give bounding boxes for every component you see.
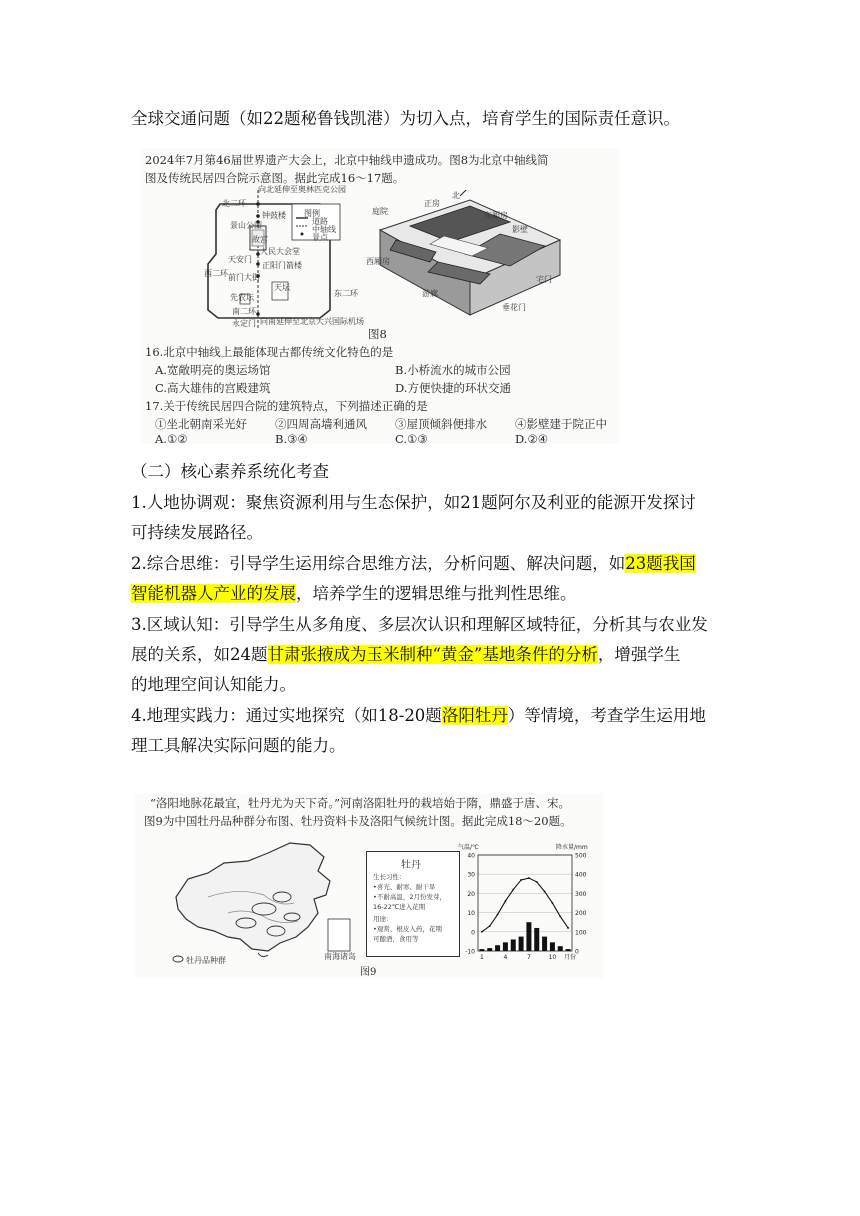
temperature-point: [489, 925, 491, 927]
text-run: ，培养学生的逻辑思维与批判性思维。: [296, 584, 577, 603]
q17-statement-1: ①坐北朝南采光好: [155, 417, 247, 431]
precipitation-bar: [495, 945, 500, 951]
temperature-point: [505, 900, 507, 902]
map-legend-title: 图例: [304, 209, 320, 218]
y2-tick-label: 100: [575, 929, 587, 937]
map-label-north2ring: 北二环: [222, 199, 246, 208]
precipitation-bar: [487, 948, 492, 951]
house-label-zhaimen: 宅门: [536, 275, 552, 284]
q17-option-c: C.①③: [395, 432, 428, 444]
precipitation-bar: [550, 942, 555, 951]
map-label-jingshan: 景山公园: [230, 221, 262, 230]
text-run: 4.地理实践力：通过实地探究（如18-20题: [131, 706, 442, 725]
card-line: 16-22℃进入花期: [373, 903, 426, 911]
highlighted-text: 甘肃张掖成为玉米制种“黄金”基地条件的分析: [267, 645, 598, 664]
precipitation-bar: [542, 937, 547, 951]
q17-option-b: B.③④: [275, 432, 308, 444]
q16-stem: 16.北京中轴线上最能体现古都传统文化特色的是: [145, 345, 394, 359]
y2-tick-label: 400: [575, 871, 587, 879]
y2-axis-label: 降水量/mm: [556, 844, 588, 851]
house-label-north: 北: [452, 191, 460, 200]
map-legend-axis: 中轴线: [312, 225, 336, 234]
map-label-tiantan: 天坛: [274, 283, 290, 292]
text-run: 理工具解决实际问题的能力。: [131, 736, 346, 755]
item-3-line: [131, 670, 731, 700]
y2-tick-label: 300: [575, 890, 587, 898]
q17-option-a: A.①②: [155, 432, 188, 444]
text-run: 展的关系，如24题: [131, 645, 268, 664]
precipitation-bar: [511, 939, 516, 951]
house-label-chuihuamen: 垂花门: [502, 303, 526, 312]
x-tick-label: 4: [503, 954, 508, 961]
y-tick-label: -10: [465, 948, 475, 956]
highlighted-text: 23题我国: [625, 554, 696, 573]
q17-option-d: D.②④: [515, 432, 549, 444]
siheyuan-illustration: [360, 190, 580, 330]
temperature-point: [536, 881, 538, 883]
house-label-zhengfang: 正房: [424, 199, 440, 208]
text-run: 的地理空间认知能力。: [131, 675, 296, 694]
y-tick-label: 10: [467, 910, 475, 918]
map-label-qianmen: 前门大街: [228, 273, 260, 282]
fig8-stem-line1: 2024年7月第46届世界遗产大会上，北京中轴线申遗成功。图8为北京中轴线简: [145, 153, 549, 167]
map-legend-road: 道路: [312, 217, 328, 226]
precipitation-bar: [479, 949, 484, 951]
precipitation-bar: [503, 942, 508, 951]
fig8-stem-line2: 图及传统民居四合院示意图。据此完成16～17题。: [145, 171, 405, 185]
q16-option-c: C.高大雄伟的宫殿建筑: [155, 381, 271, 395]
section-heading: （二）核心素养系统化考查: [131, 462, 329, 481]
map-label-tiananmen: 天安门: [228, 255, 252, 264]
card-title: 牡丹: [401, 860, 421, 871]
intro-line: 全球交通问题（如22题秘鲁钱凯港）为切入点，培育学生的国际责任意识。: [131, 109, 680, 128]
map-label-bottom: 向南延伸至北京大兴国际机场: [260, 317, 364, 326]
card-line: 可酿酒，食用等: [373, 935, 419, 943]
temperature-point: [567, 927, 569, 929]
item-2-line: [131, 579, 731, 609]
house-label-yingbi: 影壁: [512, 225, 528, 234]
peony-info-card: [366, 851, 460, 957]
item-4-line: [131, 701, 731, 731]
precipitation-bar: [558, 946, 563, 951]
map-label-xiannongtan: 先农坛: [230, 293, 254, 302]
q17-statement-2: ②四周高墙利通风: [275, 417, 367, 431]
card-line: •不耐高温，2月份发芽，: [373, 893, 446, 901]
fig9-stem-line1: “洛阳地脉花最宜，牡丹尤为天下奇。”河南洛阳牡丹的栽培始于隋，鼎盛于唐、宋。: [150, 796, 571, 810]
map-label-gugong: 故宫: [252, 235, 268, 244]
card-line: •喜光、耐寒、耐干旱: [373, 883, 436, 891]
q16-option-a: A.宽敞明亮的奥运场馆: [155, 363, 271, 377]
q17-stem: 17.关于传统民居四合院的建筑特点，下列描述正确的是: [145, 399, 428, 413]
x-tick-label: 7: [527, 954, 531, 961]
house-label-xixiangfang: 西厢房: [366, 257, 390, 266]
map-legend-point: 景点: [312, 233, 328, 242]
map-label-yongdingmen: 永定门: [232, 319, 256, 328]
map-label-west2ring: 西二环: [204, 269, 228, 278]
map-label-renmin: 人民大会堂: [260, 247, 300, 256]
temperature-point: [520, 879, 522, 881]
q17-statement-4: ④影壁建于院正中: [515, 417, 607, 431]
y2-tick-label: 0: [575, 948, 579, 956]
q16-option-d: D.方便快捷的环状交通: [395, 381, 511, 395]
temperature-point: [559, 916, 561, 918]
y-tick-label: 30: [467, 871, 475, 879]
card-line: 生长习性：: [373, 873, 406, 881]
precipitation-bar: [534, 928, 539, 951]
card-line: 用途：: [373, 915, 393, 923]
precipitation-bar: [519, 937, 524, 951]
luoyang-climate-chart: [450, 839, 600, 967]
text-run: 2.综合思维：引导学生运用综合思维方法，分析问题、解决问题，如: [131, 554, 626, 573]
precipitation-bar: [566, 949, 571, 951]
figure-9-exam-excerpt: [134, 793, 604, 978]
temperature-point: [497, 914, 499, 916]
y-tick-label: 40: [467, 852, 475, 860]
precipitation-bar: [526, 922, 531, 951]
item-2-line: [131, 549, 731, 579]
item-4-line: [131, 731, 731, 761]
y-axis-label: 气温/℃: [458, 844, 479, 851]
south-sea-label: 南海诸岛: [324, 952, 356, 961]
house-label-tingyuan: 庭院: [372, 207, 388, 216]
fig9-stem-line2: 图9为中国牡丹品种群分布图、牡丹资料卡及洛阳气候统计图。据此完成18～20题。: [144, 814, 572, 828]
fig8-caption: 图8: [368, 327, 387, 341]
item-1-line: [131, 518, 731, 548]
china-peony-distribution-map: [168, 837, 358, 967]
text-run: 3.区域认知：引导学生从多角度、多层次认识和理解区域特征，分析其与农业发: [131, 615, 708, 634]
fig9-caption: 图9: [360, 967, 377, 978]
highlighted-text: 洛阳牡丹: [441, 706, 508, 725]
temperature-point: [544, 891, 546, 893]
figure-8-exam-excerpt: [140, 148, 620, 444]
item-3-line: [131, 640, 731, 670]
plot-frame: [478, 855, 572, 951]
text-run: 可持续发展路径。: [131, 523, 263, 542]
house-label-dongxiangfang: 东厢房: [484, 211, 508, 220]
temperature-line: [482, 878, 568, 932]
card-line: •观赏、根皮入药，花期: [373, 925, 442, 933]
text-run: 1.人地协调观：聚焦资源利用与生态保护，如21题阿尔及利亚的能源开发探讨: [131, 493, 696, 512]
y2-tick-label: 500: [575, 852, 587, 860]
y-tick-label: 20: [467, 890, 475, 898]
y2-tick-label: 200: [575, 910, 587, 918]
map-label-gulou: 钟鼓楼: [262, 211, 286, 220]
map-label-south2ring: 南二环: [232, 307, 256, 316]
x-tick-label: 1: [480, 954, 484, 961]
temperature-point: [512, 889, 514, 891]
q17-statement-3: ③屋顶倾斜便排水: [395, 417, 487, 431]
map-label-zhengyangmen: 正阳门箭楼: [262, 261, 302, 270]
map-label-top: 向北延伸至奥林匹克公园: [258, 185, 346, 194]
q16-option-b: B.小桥流水的城市公园: [395, 363, 511, 377]
map-label-east2ring: 东二环: [334, 289, 358, 298]
temperature-point: [481, 931, 483, 933]
house-label-youlang: 游廊: [422, 289, 438, 298]
temperature-point: [528, 877, 530, 879]
highlighted-text: 智能机器人产业的发展: [131, 584, 296, 603]
x-axis-label: 月份: [564, 954, 577, 961]
temperature-point: [552, 902, 554, 904]
item-3-line: [131, 610, 731, 640]
x-tick-label: 10: [548, 954, 557, 961]
y-tick-label: 0: [471, 929, 475, 937]
item-1-line: [131, 488, 731, 518]
map-legend-peony: 牡丹品种群: [186, 956, 226, 965]
text-run: ）等情境，考查学生运用地: [507, 706, 706, 725]
text-run: ，增强学生: [597, 645, 681, 664]
